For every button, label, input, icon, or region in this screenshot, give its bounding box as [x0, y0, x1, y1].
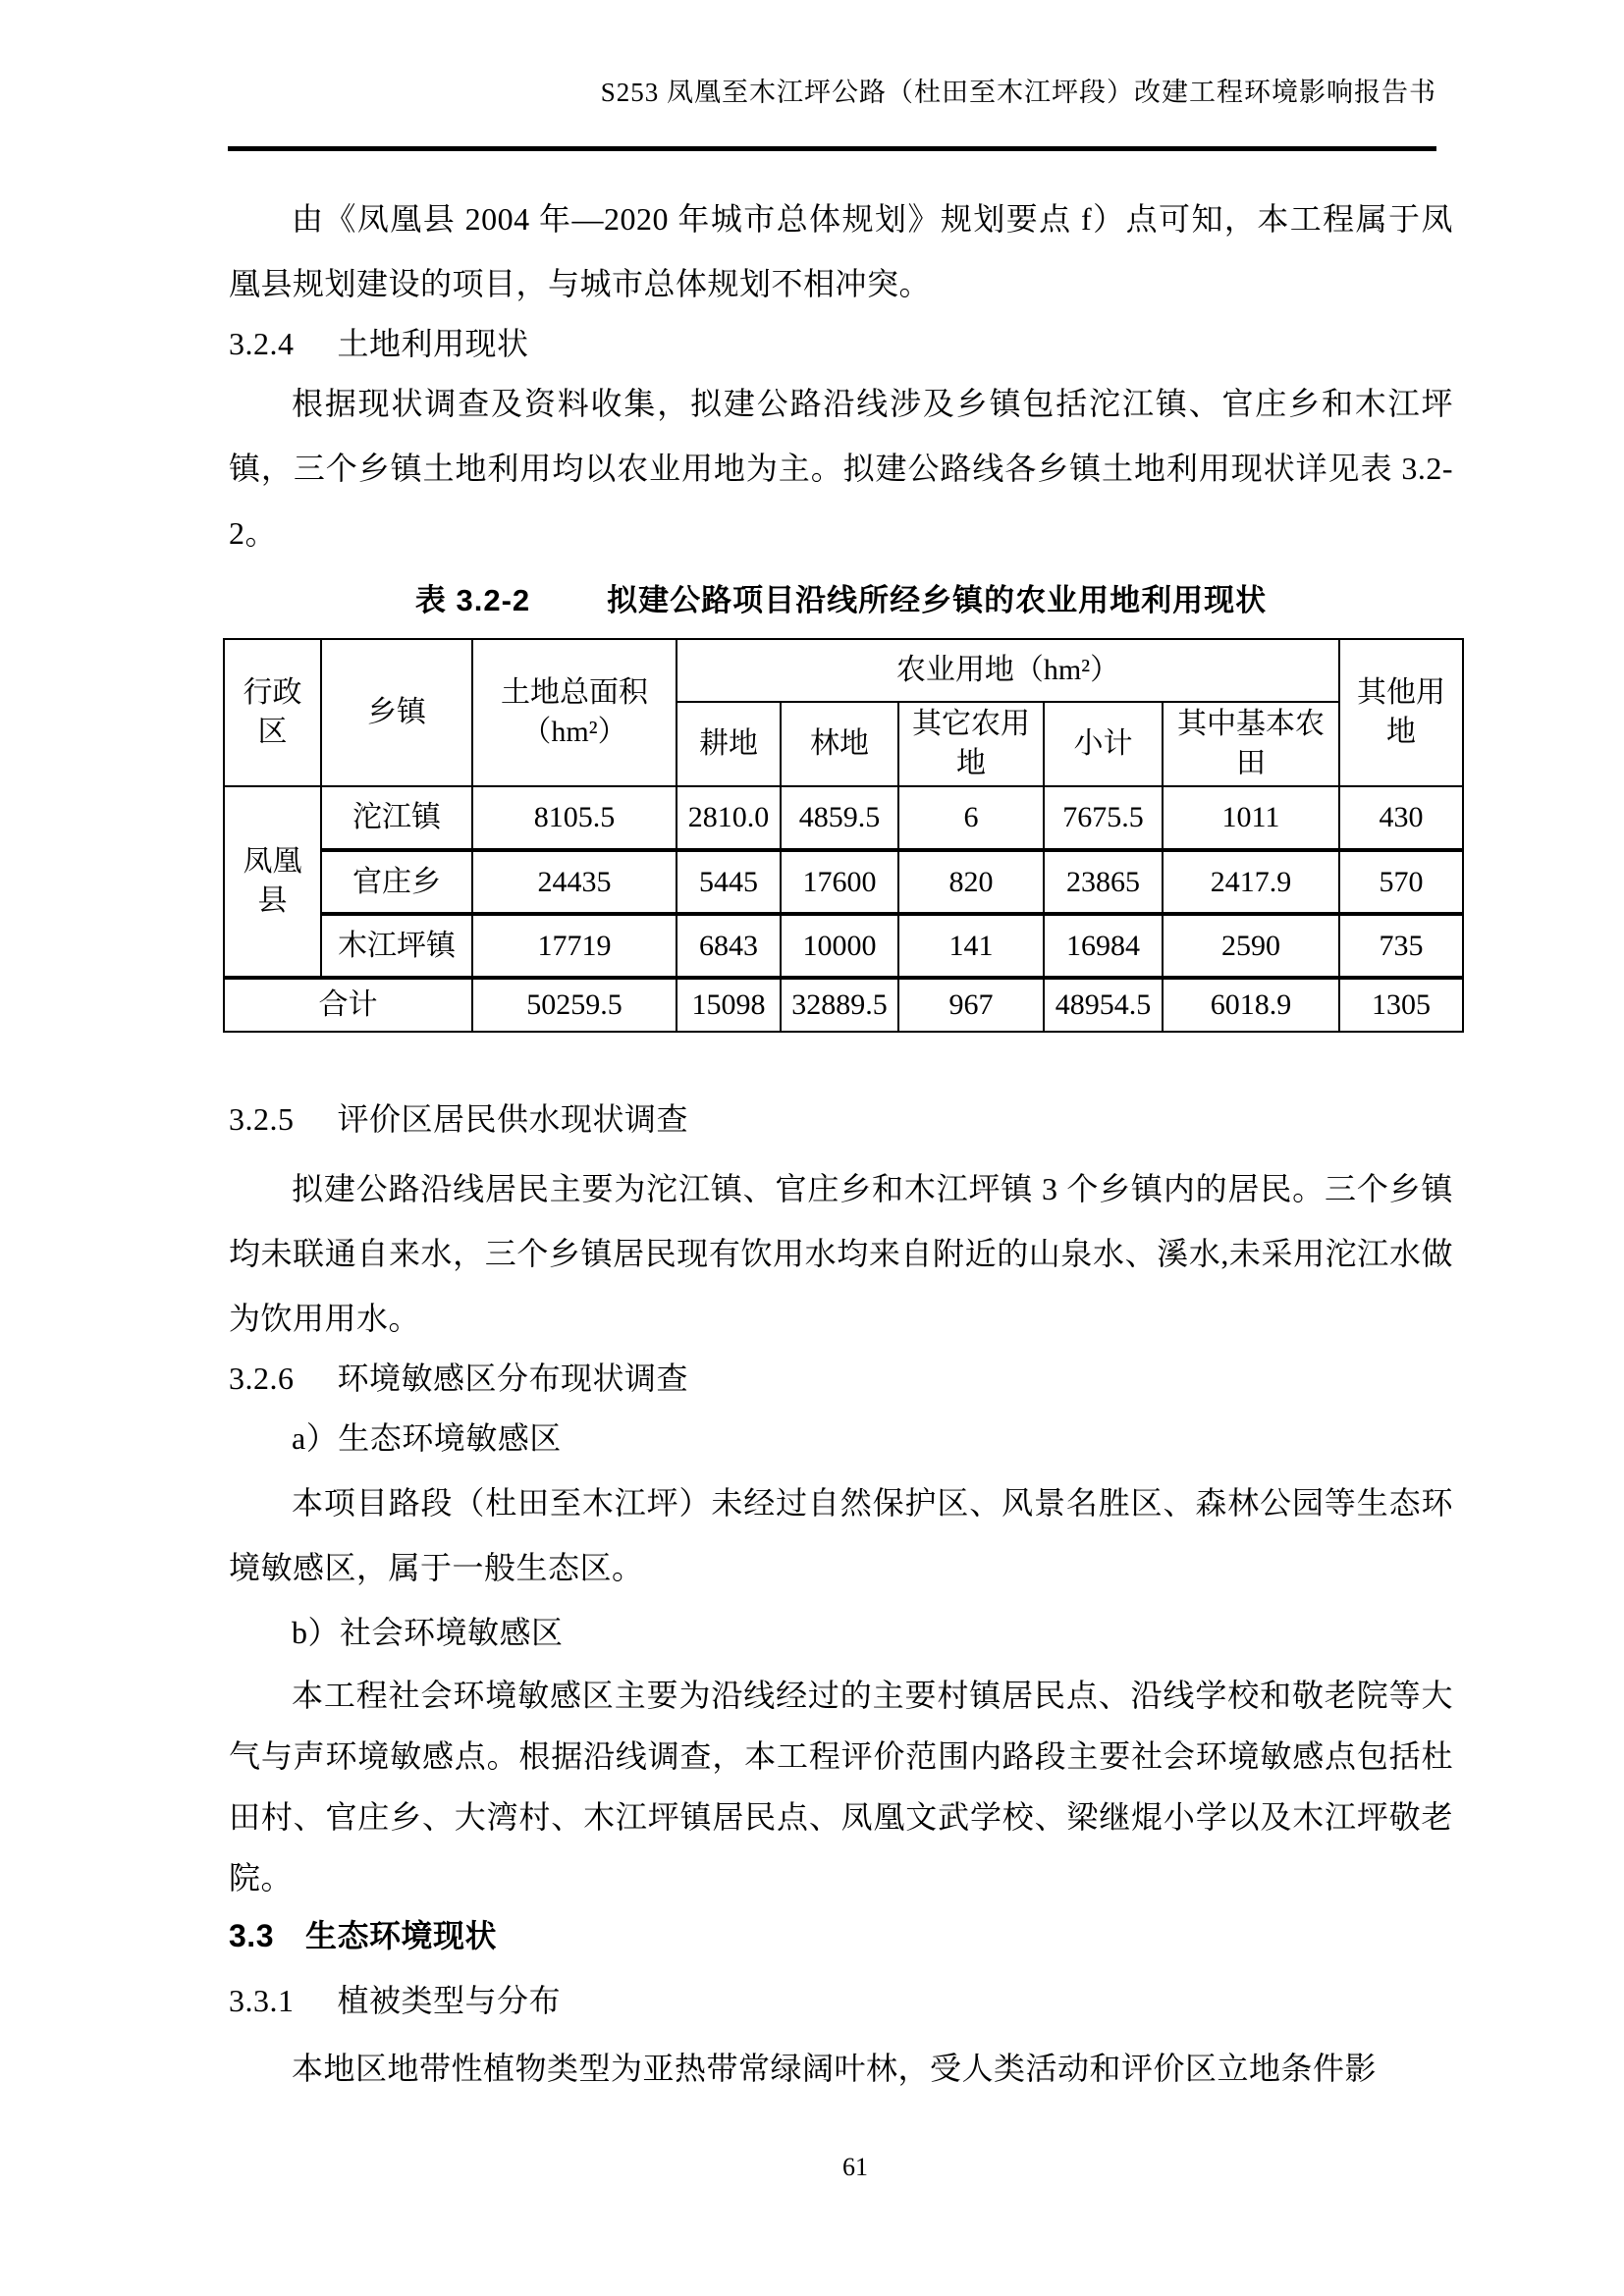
col-header-admin-region: 行政区	[224, 639, 321, 786]
table-total-row	[224, 978, 1463, 1032]
list-item-b: b）社会环境敏感区	[292, 1615, 564, 1650]
section-title: 植被类型与分布	[337, 1983, 562, 2018]
cell-value: 141	[898, 914, 1044, 978]
section-heading-3-3-1	[229, 1973, 1453, 2028]
paragraph-eco-sensitive: 本项目路段（杜田至木江坪）未经过自然保护区、风景名胜区、森林公园等生态环境敏感区，属于一般生态区。	[229, 1485, 1453, 1585]
cell-value: 570	[1339, 850, 1463, 914]
cell-value: 6	[898, 786, 1044, 850]
table-row	[224, 850, 1463, 914]
cell-township: 官庄乡	[321, 850, 472, 914]
cell-value: 2590	[1163, 914, 1339, 978]
paragraph-land-use: 根据现状调查及资料收集，拟建公路沿线涉及乡镇包括沱江镇、官庄乡和木江坪镇，三个乡镇土地利用均以农业用地为主。拟建公路线各乡镇土地利用现状详见表 3.2-2。	[229, 386, 1453, 551]
section-title: 生态环境现状	[304, 1918, 497, 1953]
cell-value: 17600	[781, 850, 898, 914]
col-header-total-land-area: 土地总面积（hm²）	[472, 639, 677, 786]
cell-value: 7675.5	[1044, 786, 1163, 850]
paragraph-water-supply: 拟建公路沿线居民主要为沱江镇、官庄乡和木江坪镇 3 个乡镇内的居民。三个乡镇均未联通自来水，三个乡镇居民现有饮用水均来自附近的山泉水、溪水,未采用沱江水做为饮用用水。	[229, 1171, 1453, 1336]
table-caption-title: 拟建公路项目沿线所经乡镇的农业用地利用现状	[607, 583, 1268, 617]
cell-value: 2810.0	[677, 786, 781, 850]
col-header-subtotal: 小计	[1044, 702, 1163, 786]
section-heading-3-2-6	[229, 1351, 1453, 1406]
cell-total-value: 50259.5	[472, 978, 677, 1032]
section-heading-3-2-5	[229, 1092, 1453, 1147]
cell-value: 735	[1339, 914, 1463, 978]
running-header-title: S253 凤凰至木江坪公路（杜田至木江坪段）改建工程环境影响报告书	[600, 78, 1436, 107]
col-header-basic-farmland: 其中基本农田	[1163, 702, 1339, 786]
table-row	[224, 914, 1463, 978]
section-title: 环境敏感区分布现状调查	[337, 1361, 689, 1396]
page-number: 61	[842, 2153, 868, 2181]
cell-value: 820	[898, 850, 1044, 914]
col-header-other-agricultural: 其它农用地	[898, 702, 1044, 786]
section-number: 3.2.5	[229, 1101, 295, 1137]
section-number: 3.3	[229, 1918, 274, 1953]
paragraph-vegetation: 本地区地带性植物类型为亚热带常绿阔叶林，受人类活动和评价区立地条件影	[292, 2051, 1378, 2086]
cell-value: 6843	[677, 914, 781, 978]
cell-total-value: 15098	[677, 978, 781, 1032]
section-heading-3-3	[229, 1908, 1453, 1963]
cell-total-value: 1305	[1339, 978, 1463, 1032]
cell-value: 8105.5	[472, 786, 677, 850]
cell-township: 沱江镇	[321, 786, 472, 850]
paragraph-planning-conclusion: 由《凤凰县 2004 年—2020 年城市总体规划》规划要点 f）点可知，本工程属于凤凰县规划建设的项目，与城市总体规划不相冲突。	[229, 201, 1453, 301]
section-title: 土地利用现状	[337, 326, 529, 361]
section-number: 3.3.1	[229, 1983, 295, 2018]
cell-value: 2417.9	[1163, 850, 1339, 914]
page-content	[229, 187, 1453, 2101]
cell-total-value: 6018.9	[1163, 978, 1339, 1032]
cell-value: 23865	[1044, 850, 1163, 914]
cell-value: 17719	[472, 914, 677, 978]
table-caption-label: 表 3.2-2	[414, 583, 531, 617]
col-header-township: 乡镇	[321, 639, 472, 786]
cell-value: 24435	[472, 850, 677, 914]
cell-total-value: 32889.5	[781, 978, 898, 1032]
cell-total-value: 48954.5	[1044, 978, 1163, 1032]
cell-total-value: 967	[898, 978, 1044, 1032]
cell-value: 16984	[1044, 914, 1163, 978]
col-header-forest: 林地	[781, 702, 898, 786]
section-heading-3-2-4	[229, 316, 1453, 371]
table-row	[224, 786, 1463, 850]
section-title: 评价区居民供水现状调查	[337, 1101, 689, 1137]
cell-township: 木江坪镇	[321, 914, 472, 978]
land-use-table	[223, 638, 1464, 1033]
cell-value: 4859.5	[781, 786, 898, 850]
section-number: 3.2.4	[229, 326, 295, 361]
col-header-agricultural-land: 农业用地（hm²）	[677, 639, 1339, 702]
cell-value: 1011	[1163, 786, 1339, 850]
header-rule	[228, 146, 1436, 151]
col-header-cultivated: 耕地	[677, 702, 781, 786]
cell-value: 5445	[677, 850, 781, 914]
cell-total-label: 合计	[224, 978, 472, 1032]
section-number: 3.2.6	[229, 1361, 295, 1396]
cell-value: 430	[1339, 786, 1463, 850]
col-header-other-land: 其他用地	[1339, 639, 1463, 786]
paragraph-social-sensitive: 本工程社会环境敏感区主要为沿线经过的主要村镇居民点、沿线学校和敬老院等大气与声环境敏感点。根据沿线调查，本工程评价范围内路段主要社会环境敏感点包括杜田村、官庄乡、大湾村、木江坪镇居民点、凤凰文武学校、梁继焜小学以及木江坪敬老院。	[229, 1678, 1453, 1896]
list-item-a: a）生态环境敏感区	[292, 1420, 562, 1456]
table-caption	[229, 573, 1453, 628]
cell-value: 10000	[781, 914, 898, 978]
cell-county: 凤凰县	[224, 786, 321, 978]
